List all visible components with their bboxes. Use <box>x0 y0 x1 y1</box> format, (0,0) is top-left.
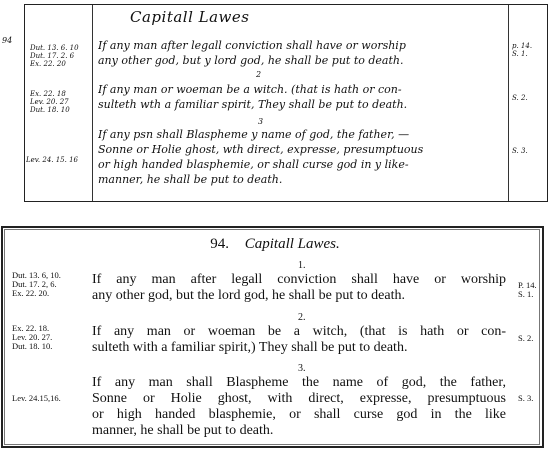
law-line: Sonne or Holie ghost, with direct, expresse, presumptuous <box>92 391 506 406</box>
transcription-title: Capitall Lawes. <box>244 236 340 252</box>
transcription-law-3-text <box>92 375 506 439</box>
section-ref: S. 3. <box>518 393 534 403</box>
transcription-law-2-left-refs <box>12 324 52 351</box>
section-ref: S. 1. <box>518 289 534 299</box>
law-line: any other god, but the lord god, he shall be put to death. <box>92 288 405 303</box>
law-line: sulteth with a familiar spirit,) They shall be put to death. <box>92 340 408 355</box>
manuscript-law-3-right-refs <box>512 147 528 155</box>
manuscript-ref: p. 14. <box>512 42 533 50</box>
transcription-header <box>0 236 550 253</box>
manuscript-line: manner, he shall be put to death. <box>98 173 283 186</box>
manuscript-law-3-left-refs <box>26 156 78 164</box>
scripture-ref: Lev. 24.15,16. <box>12 393 61 403</box>
scripture-ref: Ex. 22. 18. <box>12 323 50 333</box>
manuscript-ref: Ex. 22. 20 <box>30 60 66 68</box>
law-line: If any man after legall conviction shall have or worship <box>92 272 506 287</box>
manuscript-law-3-text <box>98 127 506 187</box>
section-ref: S. 2. <box>518 333 534 343</box>
page-ref: P. 14. <box>518 280 537 290</box>
transcription-law-2-right-refs <box>518 334 533 343</box>
transcription-law-3-right-refs <box>518 394 533 403</box>
manuscript-line: If any man or woeman be a witch. (that is hath or con- <box>98 83 402 96</box>
scripture-ref: Lev. 20. 27. <box>12 332 53 342</box>
manuscript-image <box>0 0 550 208</box>
transcription-law-2-text <box>92 324 506 356</box>
manuscript-ref: S. 1. <box>512 50 528 58</box>
transcription-law-1-text <box>92 272 506 304</box>
scripture-ref: Ex. 22. 20. <box>12 288 50 298</box>
scripture-ref: Dut. 17. 2, 6. <box>12 279 57 289</box>
transcription-panel <box>0 224 550 454</box>
law-line: or high handed blasphemie, or shall curse god in the like <box>92 407 506 422</box>
manuscript-left-margin-rule <box>92 5 93 201</box>
manuscript-title: Capitall Lawes <box>130 8 250 26</box>
manuscript-law-1-left-refs <box>30 44 79 68</box>
scripture-ref: Dut. 18. 10. <box>12 341 53 351</box>
manuscript-right-margin-rule <box>508 5 509 201</box>
scripture-ref: Dut. 13. 6, 10. <box>12 270 61 280</box>
manuscript-line: any other god, but y lord god, he shall be put to death. <box>98 54 404 67</box>
manuscript-law-2-number: 2 <box>256 70 262 79</box>
transcription-law-1-number: 1. <box>298 260 306 271</box>
manuscript-law-2-left-refs <box>30 90 70 114</box>
transcription-law-3-number: 3. <box>298 363 306 374</box>
manuscript-line: Sonne or Holie ghost, wth direct, expresse, presumptuous <box>98 143 424 156</box>
manuscript-line: If any man after legall conviction shall have or worship <box>98 39 406 52</box>
transcription-law-3-left-refs <box>12 394 61 403</box>
manuscript-law-2-text <box>98 82 506 112</box>
manuscript-law-1-text <box>98 38 506 68</box>
transcription-law-1-right-refs <box>518 281 537 299</box>
manuscript-line: sulteth wth a familiar spirit, They shall be put to death. <box>98 98 408 111</box>
manuscript-page-number: 94 <box>2 36 13 45</box>
law-line: If any man or woeman be a witch, (that is hath or con- <box>92 324 506 339</box>
manuscript-ref: S. 2. <box>512 94 528 102</box>
manuscript-ref: S. 3. <box>512 147 528 155</box>
manuscript-ref: Ex. 22. 18 <box>30 90 66 98</box>
transcription-page-number: 94. <box>210 236 229 252</box>
manuscript-law-1-right-refs <box>512 42 532 58</box>
manuscript-law-2-right-refs <box>512 94 528 102</box>
transcription-law-1-left-refs <box>12 271 61 298</box>
law-line: manner, he shall be put to death. <box>92 423 274 438</box>
law-line: If any man shall Blaspheme the name of god, the father, <box>92 375 506 390</box>
manuscript-ref: Dut. 17. 2. 6 <box>30 52 75 60</box>
manuscript-ref: Lev. 24. 15. 16 <box>26 156 78 164</box>
manuscript-line: If any psn shall Blaspheme y name of god, the father, — <box>98 128 410 141</box>
manuscript-ref: Dut. 18. 10 <box>30 106 70 114</box>
manuscript-ref: Dut. 13. 6. 10 <box>30 44 79 52</box>
manuscript-ref: Lev. 20. 27 <box>30 98 69 106</box>
manuscript-line: or high handed blasphemie, or shall curse god in y like- <box>98 158 409 171</box>
manuscript-law-3-number: 3 <box>258 117 264 126</box>
transcription-law-2-number: 2. <box>298 312 306 323</box>
